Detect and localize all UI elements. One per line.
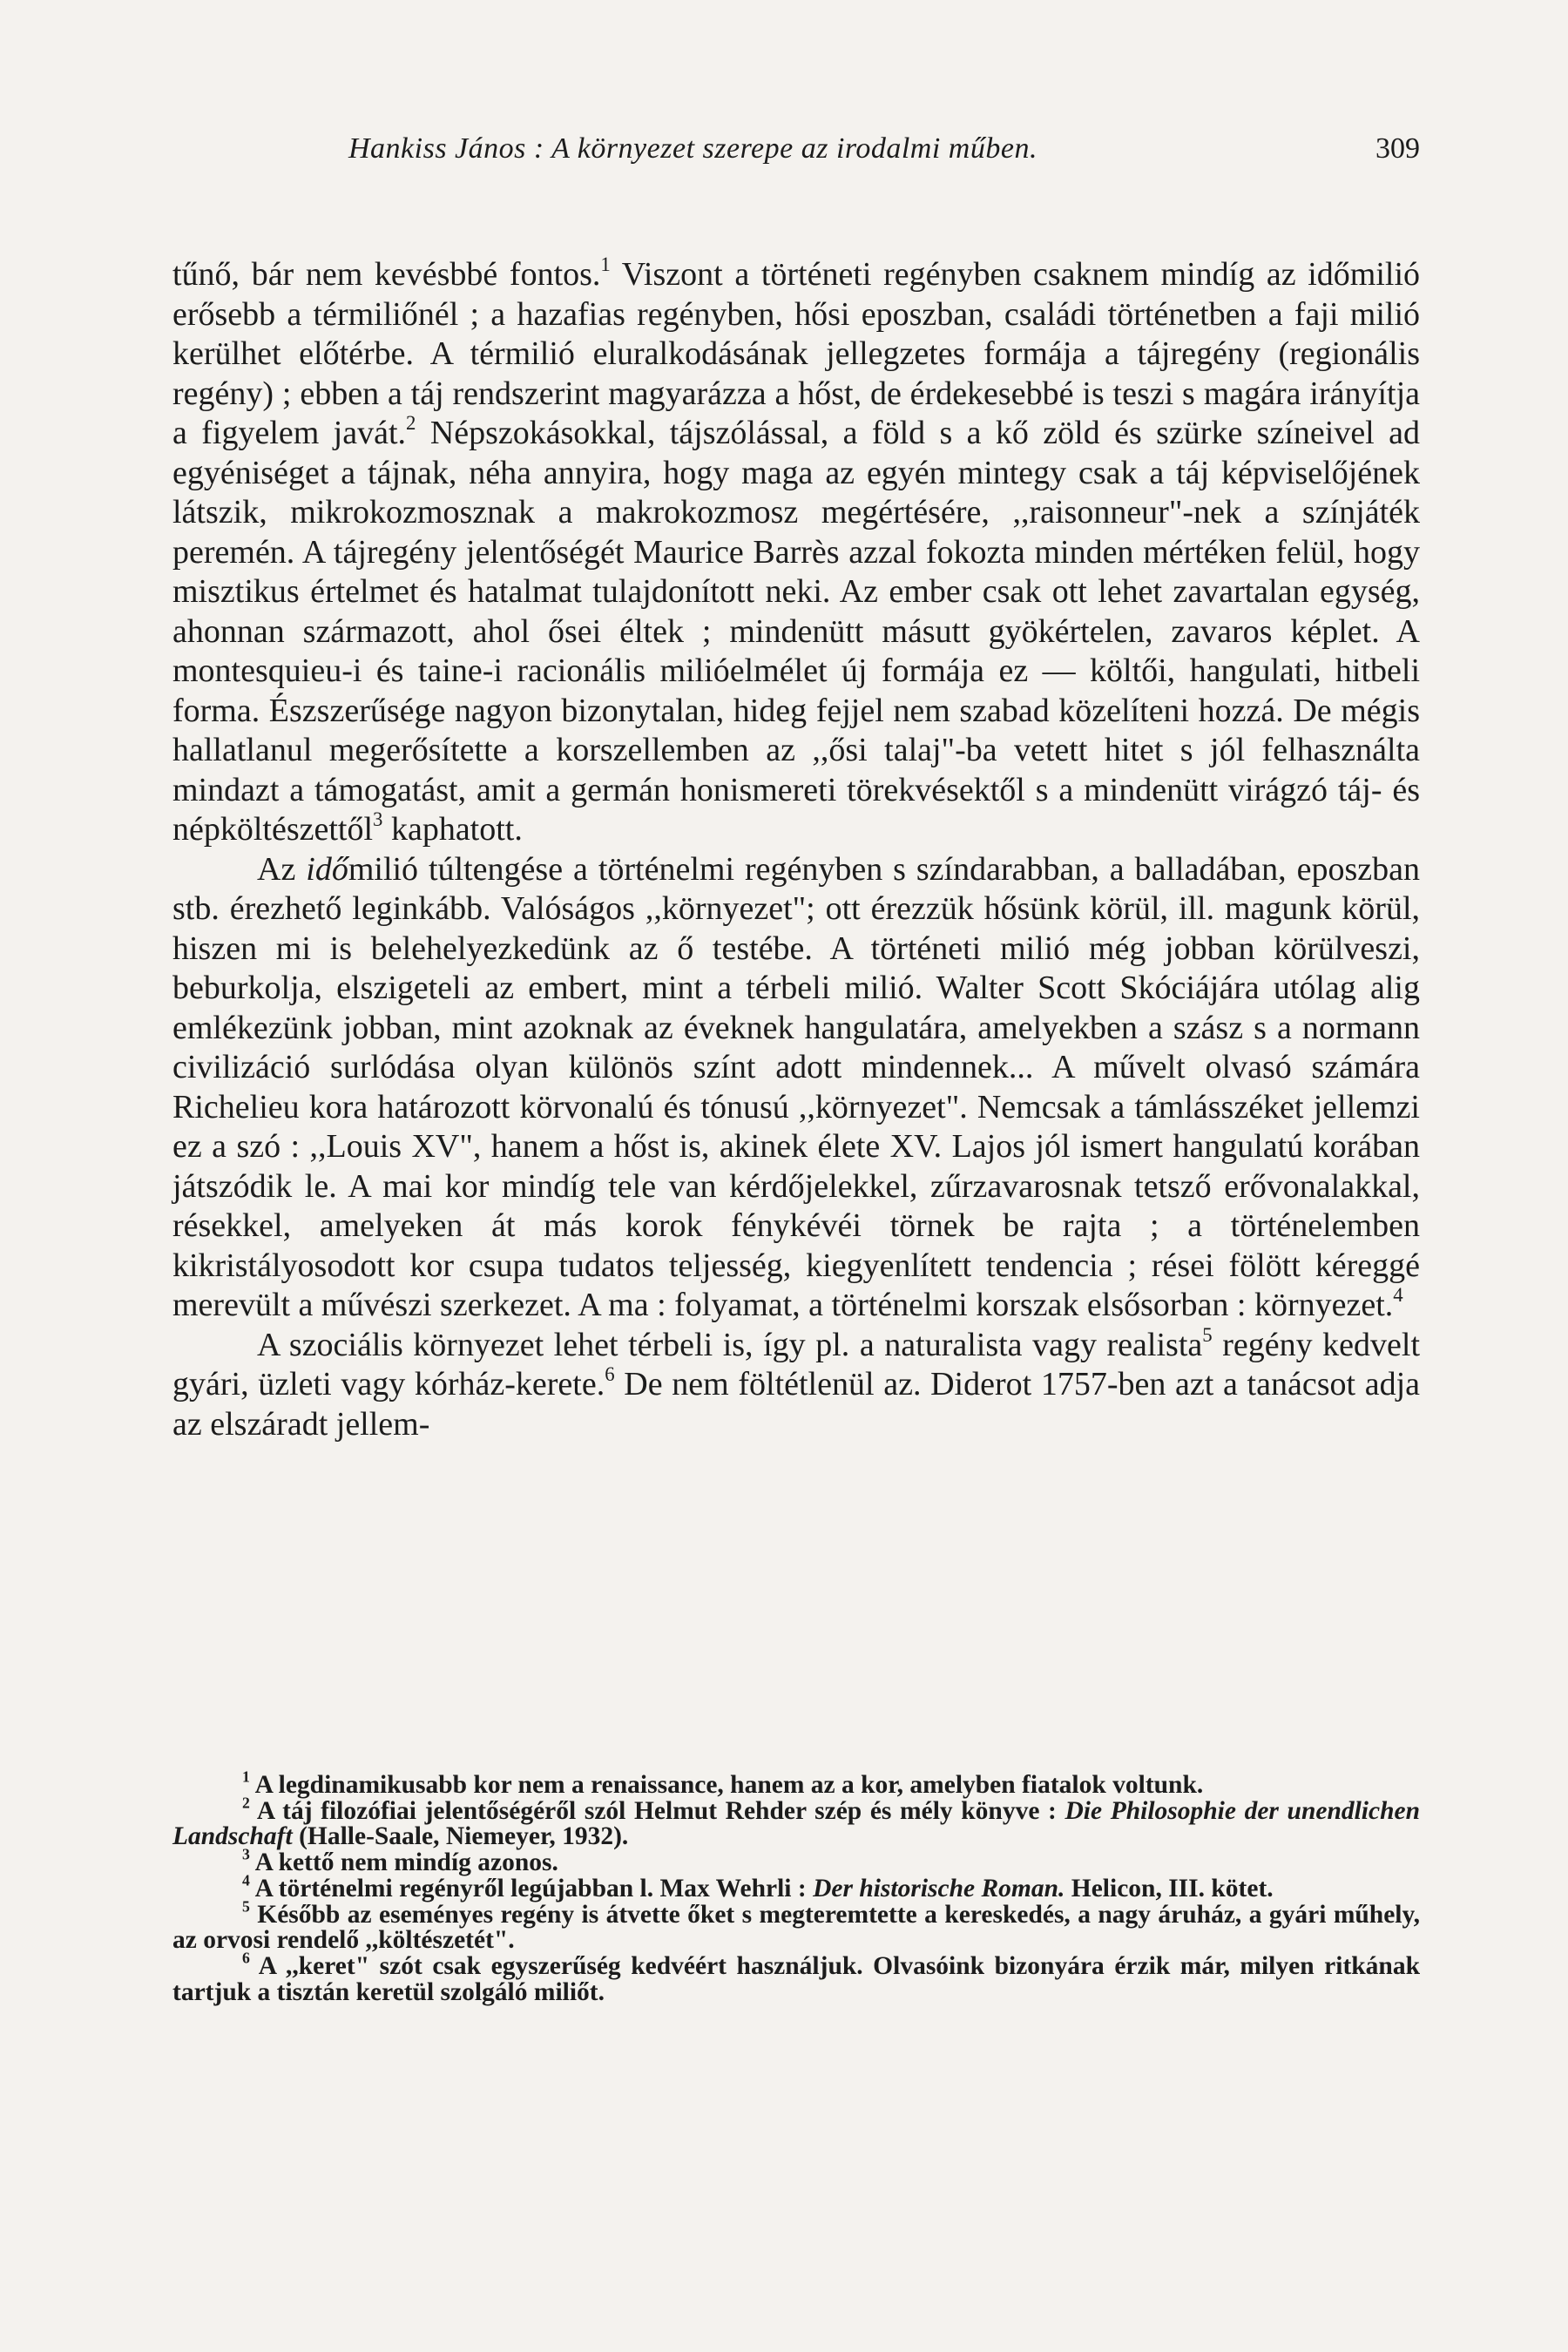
- footnote-text: A ,,keret" szót csak egyszerűség kedvéért használjuk. Olvasóink bizonyára érzik már, milyen ritkának tartjuk a tisztán keretül szolgáló miliőt.: [172, 1951, 1420, 2006]
- footnote-text: Később az eseményes regény is átvette őket s megteremtette a kereskedés, a nagy áruház, a gyári műhely, az orvosi rendelő ,,költészetét".: [172, 1900, 1420, 1955]
- footnote-ref-6: 6: [605, 1363, 615, 1386]
- footnote-number: 1: [242, 1767, 250, 1786]
- paragraph-2: [172, 850, 1420, 1326]
- footnote-ref-1: 1: [600, 253, 611, 276]
- footnote-number: 3: [242, 1845, 250, 1863]
- footnote-book-title: Die Philosophie der unendlichen Landschaft: [172, 1796, 1420, 1851]
- running-head: Hankiss János : A környezet szerepe az irodalmi műben.: [348, 132, 1037, 165]
- page-number: 309: [1375, 132, 1420, 165]
- footnote-5: [172, 1897, 1420, 1955]
- paragraph-3: [172, 1323, 1421, 1445]
- footnote-text: A legdinamikusabb kor nem a renaissance, hanem az a kor, amelyben fiatalok voltunk.: [249, 1771, 1204, 1799]
- footnote-number: 2: [242, 1794, 250, 1812]
- paragraph-1-text-a: tűnő, bár nem kevésbbé fontos.: [172, 256, 601, 293]
- footnote-text: A táj filozófiai jelentőségéről szól Helmut Rehder szép és mély könyve :: [249, 1796, 1065, 1825]
- paragraph-2-text-a: Az: [257, 850, 307, 888]
- footnote-ref-5: 5: [1202, 1323, 1213, 1346]
- footnote-text: A történelmi regényről legújabban l. Max Wehrli :: [249, 1874, 814, 1903]
- footnote-book-title: Der historische Roman.: [813, 1874, 1065, 1903]
- paragraph-2-text-b: milió túltengése a történelmi regényben s színdarabban, a balladában, eposzban stb. érezhető leginkább. Valóságos ,,környezet"; ott érezzük hősünk körül, ill. magunk körül, hiszen mi is belehelyezkedünk az ő testébe. A történeti milió még jobban körülveszi, beburkolja, elszigeteli az embert, mint a térbeli milió. Walter Scott Skóciájára utólag alig emlékezünk jobban, mint azoknak az éveknek hangulatára, amelyekben a szász s a normann civilizáció surlódása olyan különös színt adott mindennek... A művelt olvasó számára Richelieu kora határozott körvonalú és tónusú ,,környezet". Nemcsak a támlásszéket jellemzi ez a szó : ,,Louis XV", hanem a hőst is, akinek élete XV. Lajos jól ismert hangulatú korában játszódik le. A mai kor mindíg tele van kérdőjelekkel, zűrzavarosnak tetsző erővonalakkal, résekkel, amelyeken át más korok fénykévéi törnek be rajta ; a történelemben kikristályosodott kor csupa tudatos teljesség, kiegyenlített tendencia ; rései fölött kéreggé merevült a művészi szerkezet. A ma : folyamat, a történelmi korszak elsősorban : környezet.: [172, 850, 1421, 1323]
- footnote-6: [172, 1949, 1420, 2006]
- footnote-4: [172, 1871, 1420, 1903]
- paragraph-3-text-c: De nem föltétlenül az. Diderot 1757-ben azt a tanácsot adja az elszáradt jellem-: [172, 1366, 1421, 1443]
- footnote-text-tail: (Halle-Saale, Niemeyer, 1932).: [292, 1822, 629, 1851]
- footnote-text-tail: Helicon, III. kötet.: [1064, 1874, 1274, 1903]
- paragraph-1: [172, 255, 1420, 850]
- paragraph-2-emphasis: idő: [306, 850, 348, 888]
- body-text: [172, 255, 1420, 1444]
- footnotes: [172, 1767, 1420, 2006]
- footnote-ref-4: 4: [1393, 1284, 1403, 1307]
- paragraph-1-text-b: Viszont a történeti regényben csaknem mindíg az időmilió erősebb a térmiliőnél ; a hazafias regényben, hősi eposzban, családi történetben a faji milió kerülhet előtérbe. A térmilió eluralkodásának jellegzetes formája a tájregény (regionális regény) ; ebben a táj rendszerint magyarázza a hőst, de érdekesebbé is teszi s magára irányítja a figyelem javát.: [172, 256, 1420, 451]
- paragraph-1-text-c: Népszokásokkal, tájszólással, a föld s a kő zöld és szürke színeivel ad egyéniséget a tájnak, néha annyira, hogy maga az egyén mintegy csak a táj képviselőjének látszik, mikrokozmosznak a makrokozmosz megértésére, ,,raisonneur"-nek a színjáték peremén. A tájregény jelentőségét Maurice Barrès azzal fokozta minden mértéken felül, hogy misztikus értelmet és hatalmat tulajdonított neki. Az ember csak ott lehet zavartalan egység, ahonnan származott, ahol ősei éltek ; mindenütt másutt gyökértelen, zavaros képlet. A montesquieu-i és taine-i racionális milióelmélet új formája ez — költői, hangulati, hitbeli forma. Észszerűsége nagyon bizonytalan, hideg fejjel nem szabad közelíteni hozzá. De mégis hallatlanul megerősítette a korszellemben az ,,ősi talaj"-ba vetett hitet s jól felhasználta mindazt a támogatást, amit a germán honismereti törekvésektől s a mindenütt virágzó táj- és népköltészettől: [172, 415, 1420, 848]
- footnote-number: 6: [242, 1949, 250, 1967]
- footnote-ref-3: 3: [373, 808, 383, 831]
- paragraph-1-text-d: kaphatott.: [382, 811, 523, 848]
- footnote-3: [172, 1845, 1420, 1877]
- footnote-text: A kettő nem mindíg azonos.: [249, 1848, 558, 1877]
- footnote-2: [172, 1794, 1420, 1851]
- footnote-ref-2: 2: [406, 412, 416, 435]
- paragraph-3-text-b: regény kedvelt gyári, üzleti vagy kórház-kerete.: [172, 1326, 1421, 1402]
- page-header: [348, 132, 1420, 176]
- footnote-1: [172, 1767, 1420, 1799]
- footnote-number: 5: [242, 1897, 250, 1916]
- footnote-number: 4: [242, 1871, 250, 1889]
- paragraph-3-text-a: A szociális környezet lehet térbeli is, így pl. a naturalista vagy realista: [257, 1326, 1203, 1363]
